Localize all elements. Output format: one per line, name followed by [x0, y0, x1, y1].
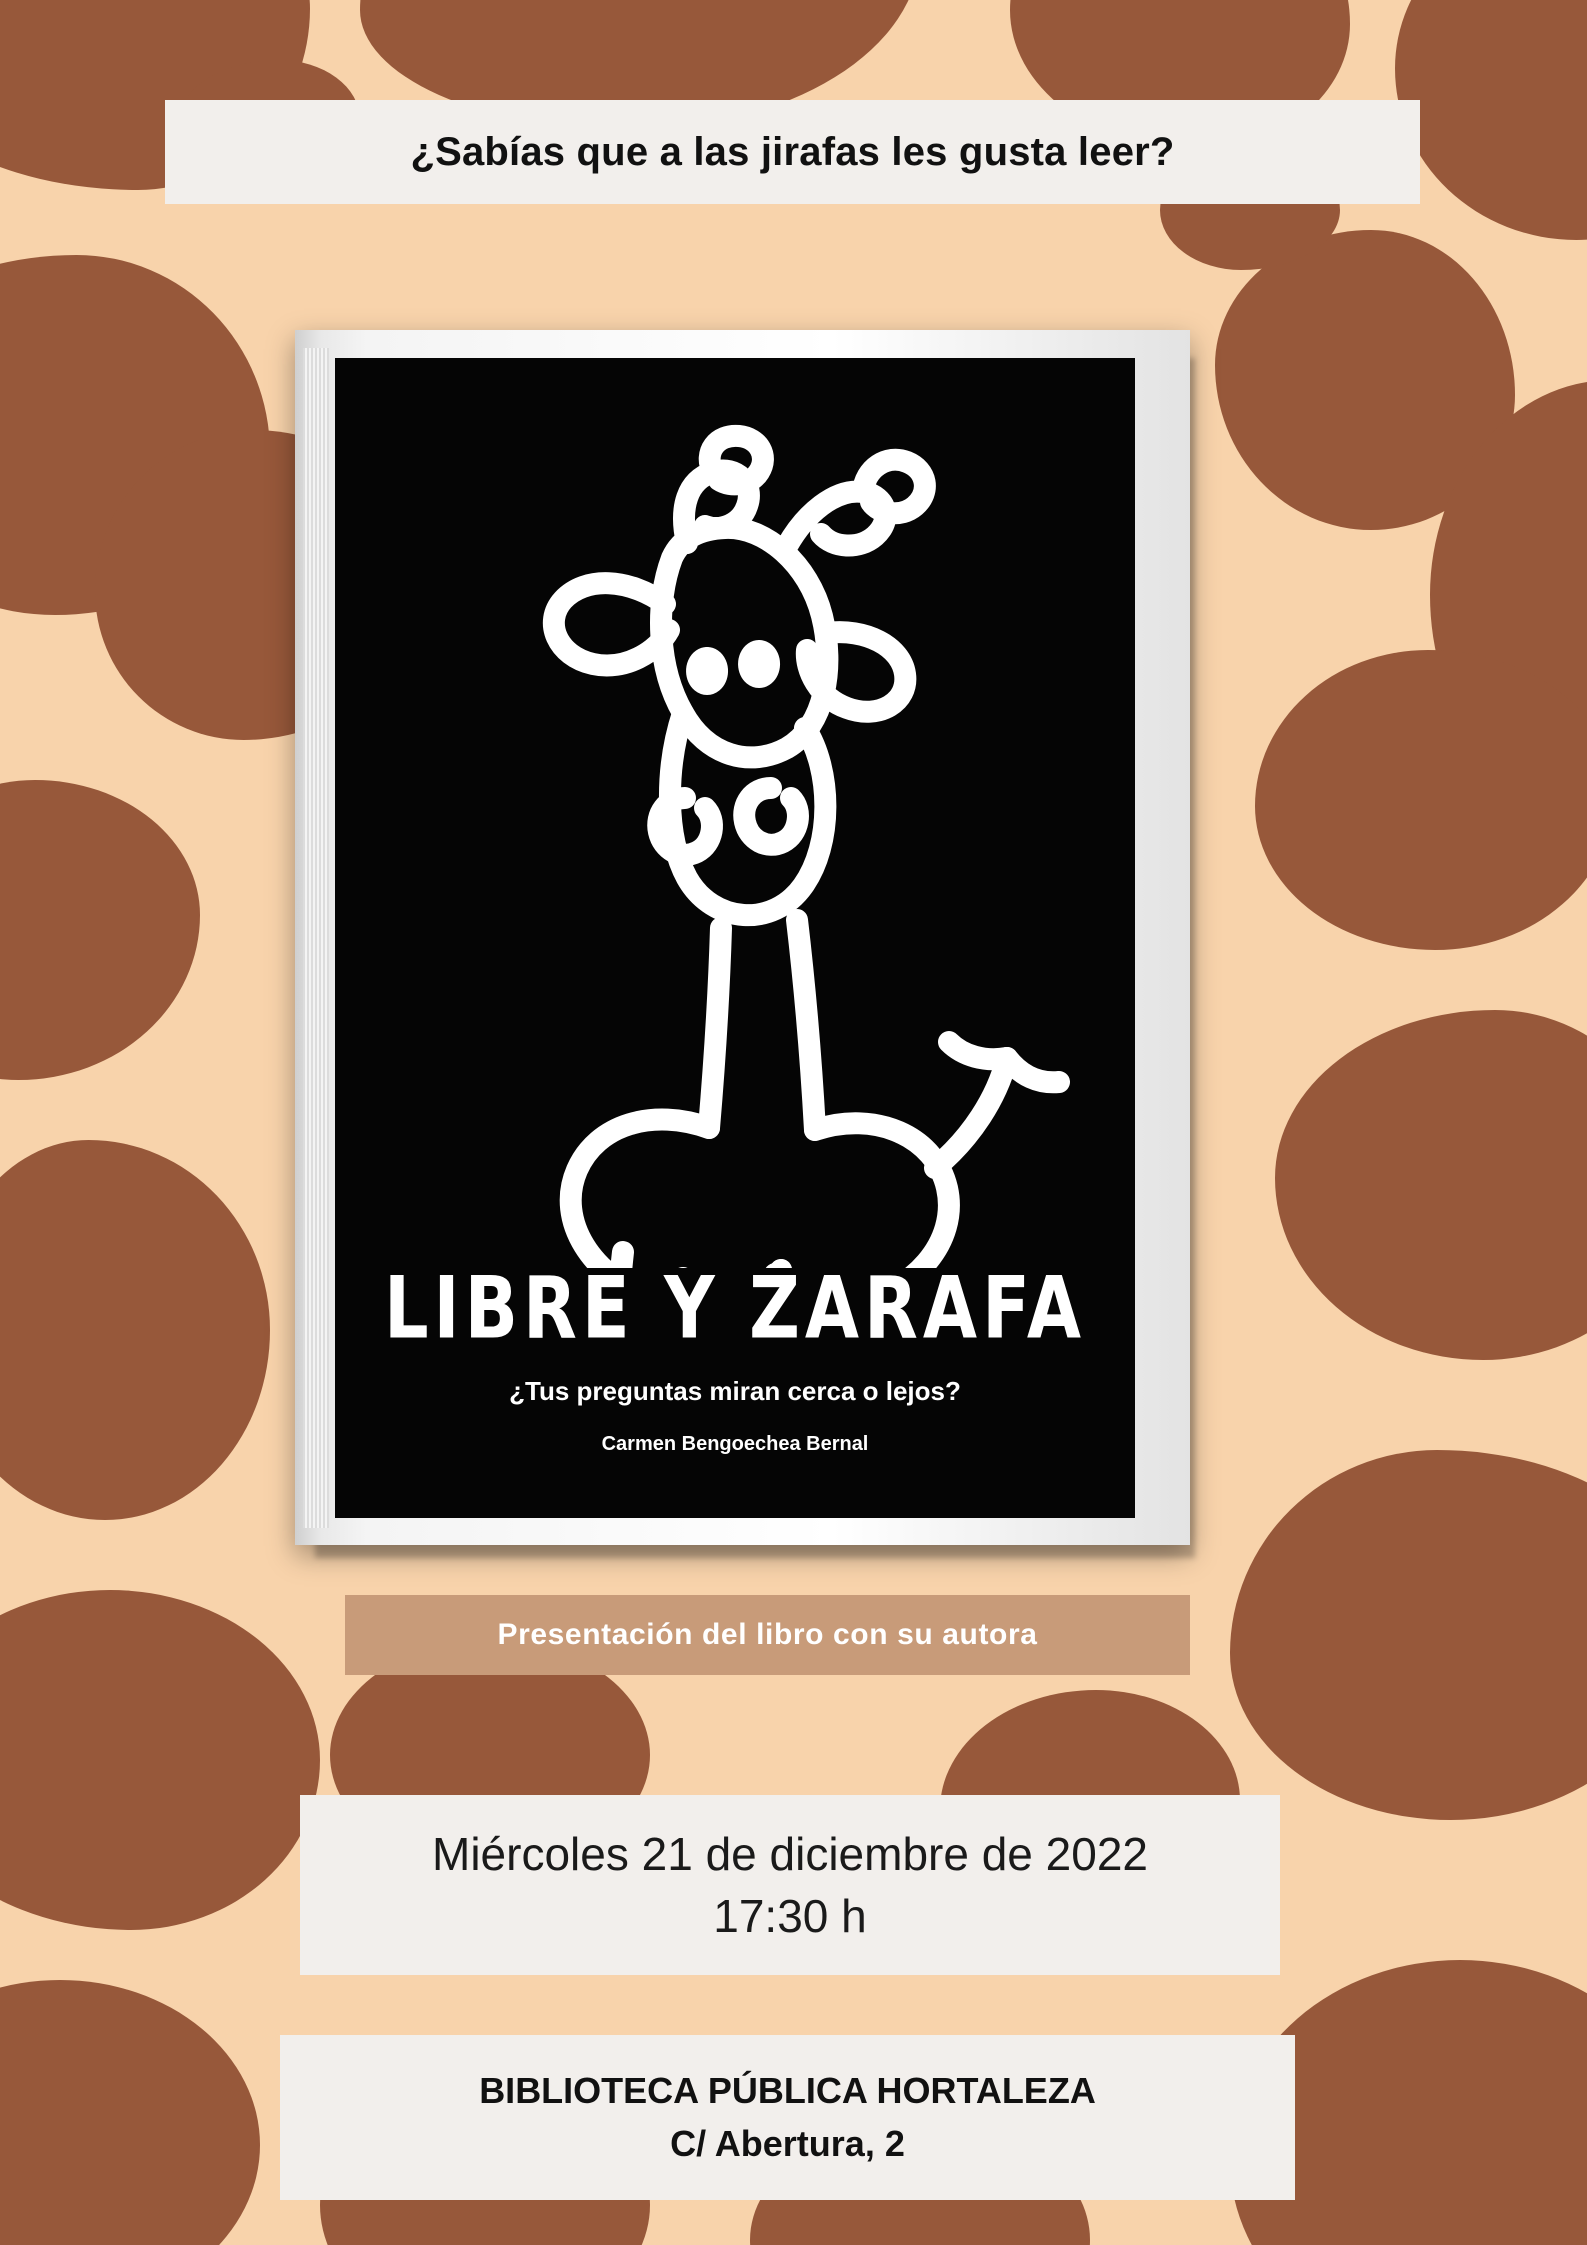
poster-headline-text: ¿Sabías que a las jirafas les gusta leer?: [410, 129, 1175, 174]
pattern-spot: [0, 1140, 270, 1520]
presentation-text: Presentación del libro con su autora: [497, 1618, 1038, 1651]
venue-address: C/ Abertura, 2: [670, 2122, 905, 2164]
book-cover-title: LIBRE Y ZARAFA: [383, 1257, 1087, 1359]
pattern-spot: [1275, 1010, 1587, 1360]
pattern-spot: [0, 1980, 260, 2245]
pattern-spot: [1255, 650, 1587, 950]
poster-headline: [165, 100, 1420, 204]
date-band: [300, 1795, 1280, 1975]
pattern-spot: [1395, 0, 1587, 240]
book-cover-author: Carmen Bengoechea Bernal: [601, 1433, 869, 1455]
date-line-1: Miércoles 21 de diciembre de 2022: [432, 1827, 1148, 1880]
venue-band: [280, 2035, 1295, 2200]
pattern-spot: [0, 1590, 320, 1930]
presentation-band: [345, 1595, 1190, 1675]
pattern-spot: [1230, 1450, 1587, 1820]
book-cover-subtitle: ¿Tus preguntas miran cerca o lejos?: [509, 1376, 961, 1406]
pattern-spot: [0, 780, 200, 1080]
book-pages: [303, 348, 329, 1528]
venue-name: BIBLIOTECA PÚBLICA HORTALEZA: [479, 2070, 1096, 2112]
book-cover: [335, 358, 1135, 1518]
date-line-2: 17:30 h: [713, 1890, 867, 1942]
giraffe-illustration-icon: [335, 368, 1135, 1268]
book-mockup: [295, 330, 1195, 1560]
